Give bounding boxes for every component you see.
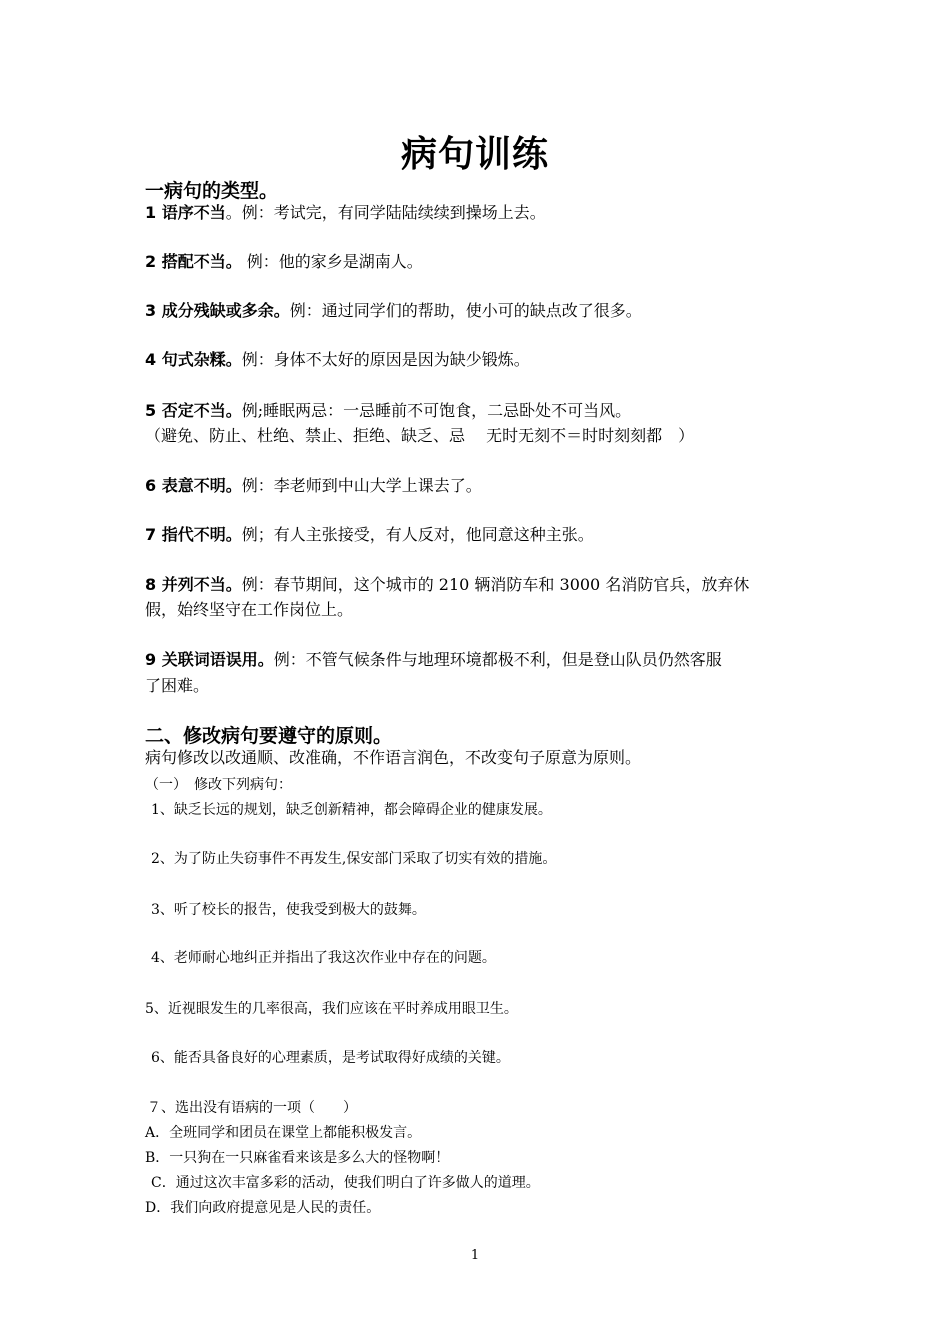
type-example: 。例：考试完，有同学陆陆续续到操场上去。	[225, 203, 546, 222]
page-title: 病句训练	[400, 134, 549, 175]
type-example: 例：身体不太好的原因是因为缺少锻炼。	[241, 350, 530, 369]
section-1-heading: 一病句的类型。	[145, 180, 279, 202]
type-item-6	[145, 473, 482, 499]
type-example: 例;睡眠两忌：一忌睡前不可饱食，二忌卧处不可当风。	[241, 401, 632, 420]
page-number: 1	[470, 1248, 480, 1263]
type-label: 9 关联词语误用。	[145, 650, 274, 669]
option-b: B．一只狗在一只麻雀看来该是多么大的怪物啊！	[145, 1150, 450, 1166]
exercise-sentence-1: 1、缺乏长远的规划，缺乏创新精神，都会障碍企业的健康发展。	[151, 802, 552, 818]
type-label: 6 表意不明。	[145, 476, 242, 495]
section-2-heading: 二、修改病句要遵守的原则。	[145, 725, 393, 747]
type-example: 例：李老师到中山大学上课去了。	[241, 476, 482, 495]
type-label: 5 否定不当。	[145, 401, 242, 420]
type-label: 8 并列不当。	[145, 575, 242, 594]
type-label: 1 语序不当	[145, 203, 226, 222]
exercise-sentence-2: 2、为了防止失窃事件不再发生,保安部门采取了切实有效的措施。	[151, 851, 557, 867]
type-item-8	[145, 572, 749, 598]
type-label: 2 搭配不当。	[145, 252, 242, 271]
type-label: 4 句式杂糅。	[145, 350, 242, 369]
type-label: 7 指代不明。	[145, 525, 242, 544]
type-item-2	[145, 249, 423, 275]
option-a: A．全班同学和团员在课堂上都能积极发言。	[145, 1125, 422, 1141]
type-item-9	[145, 647, 722, 673]
type-item-7	[145, 522, 594, 548]
exercise-sentence-4: 4、老师耐心地纠正并指出了我这次作业中存在的问题。	[151, 950, 496, 966]
exercise-sentence-5: 5、近视眼发生的几率很高，我们应该在平时养成用眼卫生。	[145, 1001, 518, 1017]
type-item-5-note: （避免、防止、杜绝、禁止、拒绝、缺乏、忌 无时无刻不＝时时刻刻都 ）	[145, 426, 695, 445]
question-7: ７、选出没有语病的一项（ ）	[147, 1100, 357, 1116]
exercise-sentence-3: 3、听了校长的报告，使我受到极大的鼓舞。	[151, 902, 426, 918]
type-item-5	[145, 398, 631, 424]
type-item-3	[145, 298, 642, 324]
option-c: C．通过这次丰富多彩的活动，使我们明白了许多做人的道理。	[151, 1175, 540, 1191]
type-item-9-cont: 了困难。	[145, 676, 210, 695]
type-example: 例；有人主张接受，有人反对，他同意这种主张。	[241, 525, 594, 544]
type-item-4	[145, 347, 530, 373]
principle-text: 病句修改以改通顺、改准确，不作语言润色，不改变句子原意为原则。	[145, 748, 642, 767]
type-label: 3 成分残缺或多余。	[145, 301, 290, 320]
type-item-1	[145, 200, 546, 226]
option-d: D．我们向政府提意见是人民的责任。	[145, 1200, 381, 1216]
exercise-subheading: （一） 修改下列病句：	[145, 777, 292, 793]
type-example: 例：通过同学们的帮助，使小可的缺点改了很多。	[289, 301, 642, 320]
type-example: 例：他的家乡是湖南人。	[241, 252, 423, 271]
type-example: 例：春节期间，这个城市的 210 辆消防车和 3000 名消防官兵，放弃休	[241, 575, 750, 594]
type-example: 例：不管气候条件与地理环境都极不利，但是登山队员仍然客服	[273, 650, 722, 669]
type-item-8-cont: 假，始终坚守在工作岗位上。	[145, 600, 354, 619]
exercise-sentence-6: 6、能否具备良好的心理素质，是考试取得好成绩的关键。	[151, 1050, 510, 1066]
